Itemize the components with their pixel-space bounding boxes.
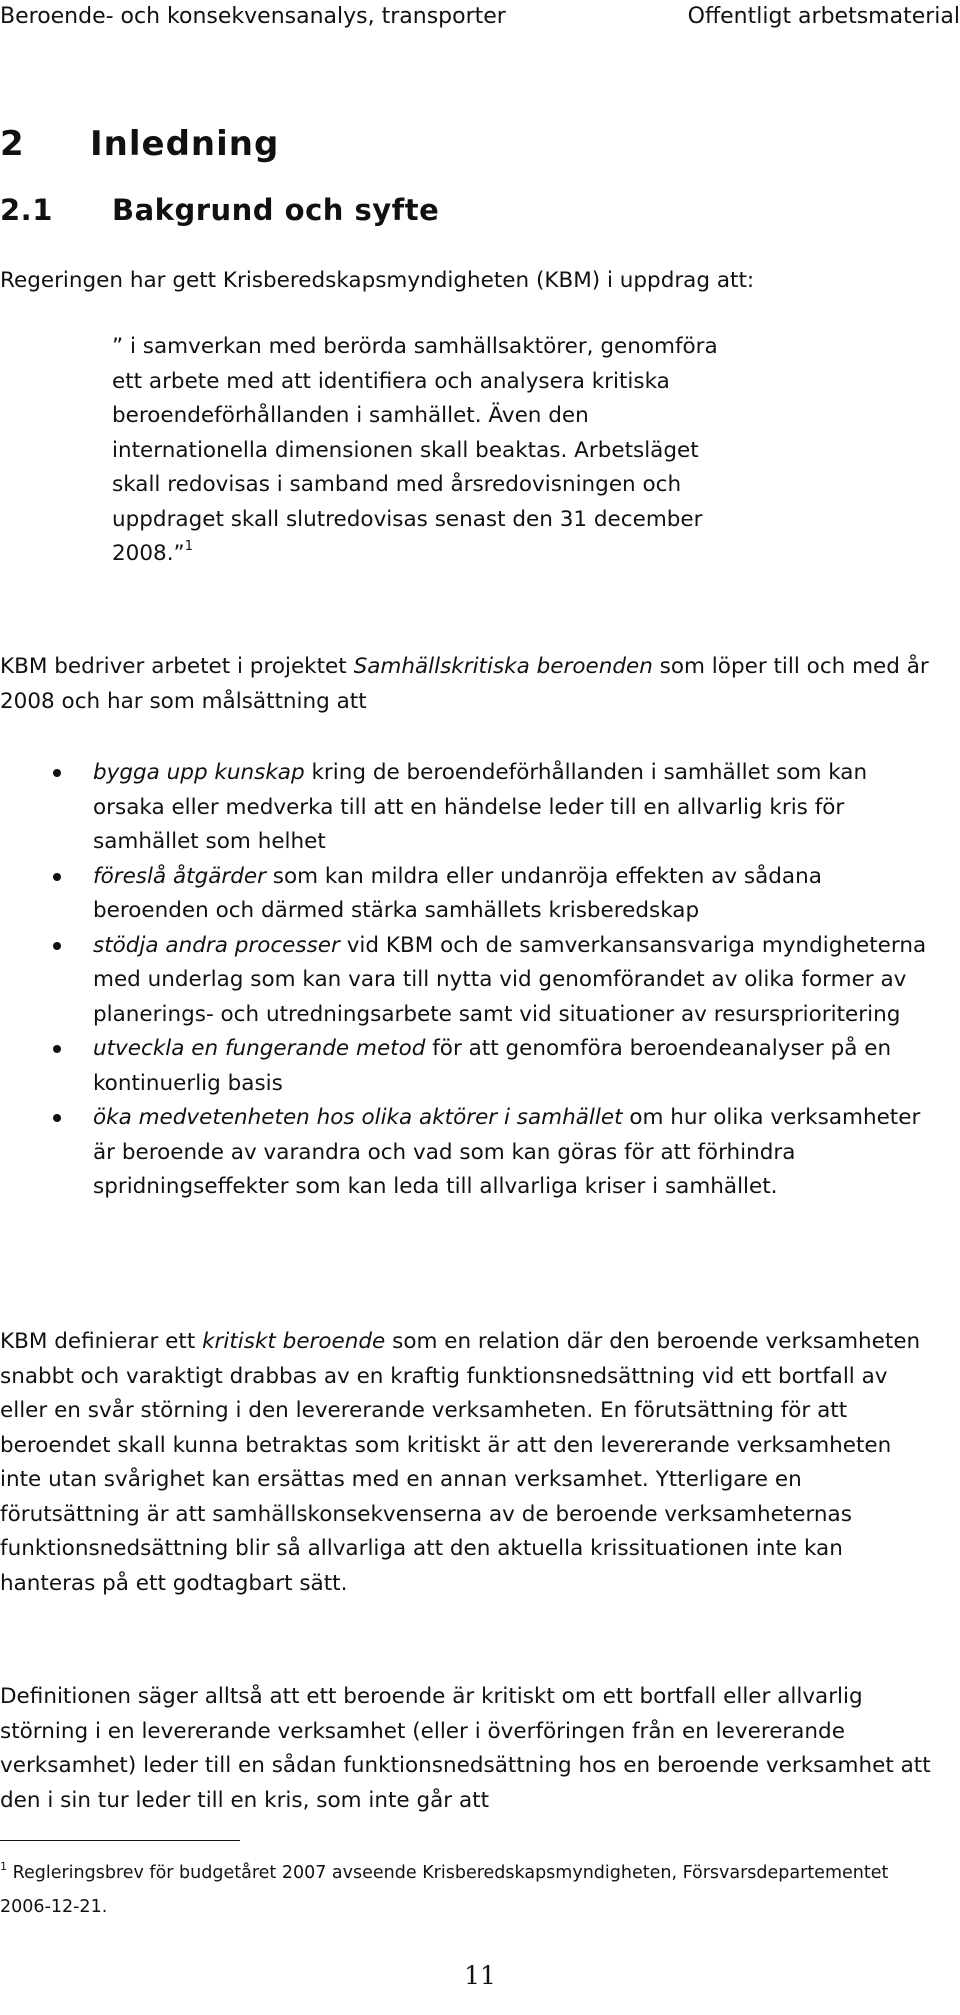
footnote-text: Regleringsbrev för budgetåret 2007 avseende Krisberedskapsmyndigheten, Försvarsdepartementet 2006-12-21. xyxy=(0,1863,889,1917)
footnote-divider xyxy=(0,1840,240,1841)
bullet-icon xyxy=(53,873,61,881)
project-paragraph xyxy=(0,650,935,719)
section-title: Bakgrund och syfte xyxy=(112,193,440,227)
goal-item xyxy=(0,756,935,860)
running-header xyxy=(0,0,960,80)
section-number: 2.1 xyxy=(0,193,53,227)
chapter-title: Inledning xyxy=(90,124,280,164)
goal-item xyxy=(0,1101,935,1205)
project-paragraph-start: KBM bedriver arbetet i projektet xyxy=(0,654,354,679)
goal-item xyxy=(0,1032,935,1101)
intro-paragraph: Regeringen har gett Krisberedskapsmyndigheten (KBM) i uppdrag att: xyxy=(0,268,755,293)
goal-item xyxy=(0,860,935,929)
header-classification: Offentligt arbetsmaterial xyxy=(687,4,960,29)
goal-text: kring de beroendeförhållanden i samhället som kan orsaka eller medverka till att en händelse leder till en allvarlig kris för samhället som helhet xyxy=(93,760,868,854)
project-paragraph-end: som löper till och med år 2008 och har som målsättning att xyxy=(0,654,929,714)
goal-text: om hur olika verksamheter är beroende av varandra och vad som kan göras för att förhindra spridningseffekter som kan leda till allvarliga kriser i samhället. xyxy=(93,1105,921,1199)
goal-lead: öka medvetenheten hos olika aktörer i samhället xyxy=(93,1105,623,1130)
bullet-icon xyxy=(53,769,61,777)
goal-item xyxy=(0,929,935,1033)
goal-text: för att genomföra beroendeanalyser på en kontinuerlig basis xyxy=(93,1036,892,1096)
bullet-icon xyxy=(53,1114,61,1122)
definition-paragraph xyxy=(0,1325,935,1601)
footnote-marker: 1 xyxy=(0,1860,7,1873)
bullet-icon xyxy=(53,942,61,950)
definition-start: KBM definierar ett xyxy=(0,1329,203,1354)
goal-lead: utveckla en fungerande metod xyxy=(93,1036,426,1061)
section-heading xyxy=(0,190,439,230)
assignment-quote xyxy=(112,330,722,572)
chapter-number: 2 xyxy=(0,124,25,164)
goal-text: som kan mildra eller undanröja effekten av sådana beroenden och därmed stärka samhällets krisberedskap xyxy=(93,863,822,923)
closing-paragraph: Definitionen säger alltså att ett beroende är kritiskt om ett bortfall eller allvarlig störning i en levererande verksamhet (eller i överföringen från en levererande verksamhet) leder till en sådan funktionsnedsättning hos en beroende verksamhet att den i sin tur leder till en kris, som inte går att xyxy=(0,1684,931,1813)
bullet-icon xyxy=(53,1045,61,1053)
goal-text: vid KBM och de samverkansansvariga myndigheterna med underlag som kan vara till nytta vid genomförandet av olika former av planerings- och utredningsarbete samt vid situationer av resursprioritering xyxy=(93,932,927,1027)
definition-term: kritiskt beroende xyxy=(202,1329,386,1354)
page-number: 11 xyxy=(464,1961,496,1990)
goals-list xyxy=(0,756,935,1205)
chapter-heading xyxy=(0,122,279,166)
project-name: Samhällskritiska beroenden xyxy=(353,654,653,679)
goal-lead: föreslå åtgärder xyxy=(93,863,266,889)
footnote-reference[interactable]: 1 xyxy=(184,539,193,554)
goal-lead: stödja andra processer xyxy=(93,932,340,958)
footnote xyxy=(0,1856,935,1924)
definition-end: som en relation där den beroende verksamheten snabbt och varaktigt drabbas av en kraftig funktionsnedsättning vid ett bortfall av eller en svår störning i den levererande verksamheten. En förutsättning för att beroendet skall kunna betraktas som kritiskt är att den levererande verksamheten inte utan svårighet kan ersättas med en annan verksamhet. Ytterligare en förutsättning är att samhällskonsekvenserna av de beroende verksamheternas funktionsnedsättning blir så allvarliga att den aktuella krissituationen inte kan hanteras på ett godtagbart sätt. xyxy=(0,1329,921,1596)
header-document-title: Beroende- och konsekvensanalys, transporter xyxy=(0,4,506,29)
quote-text: ” i samverkan med berörda samhällsaktörer, genomföra ett arbete med att identifiera och analysera kritiska beroendeförhållanden i samhället. Även den internationella dimensionen skall beaktas. Arbetsläget skall redovisas i samband med årsredovisningen och uppdraget skall slutredovisas senast den 31 december 2008.” xyxy=(112,334,718,566)
goal-lead: bygga upp kunskap xyxy=(93,760,305,785)
